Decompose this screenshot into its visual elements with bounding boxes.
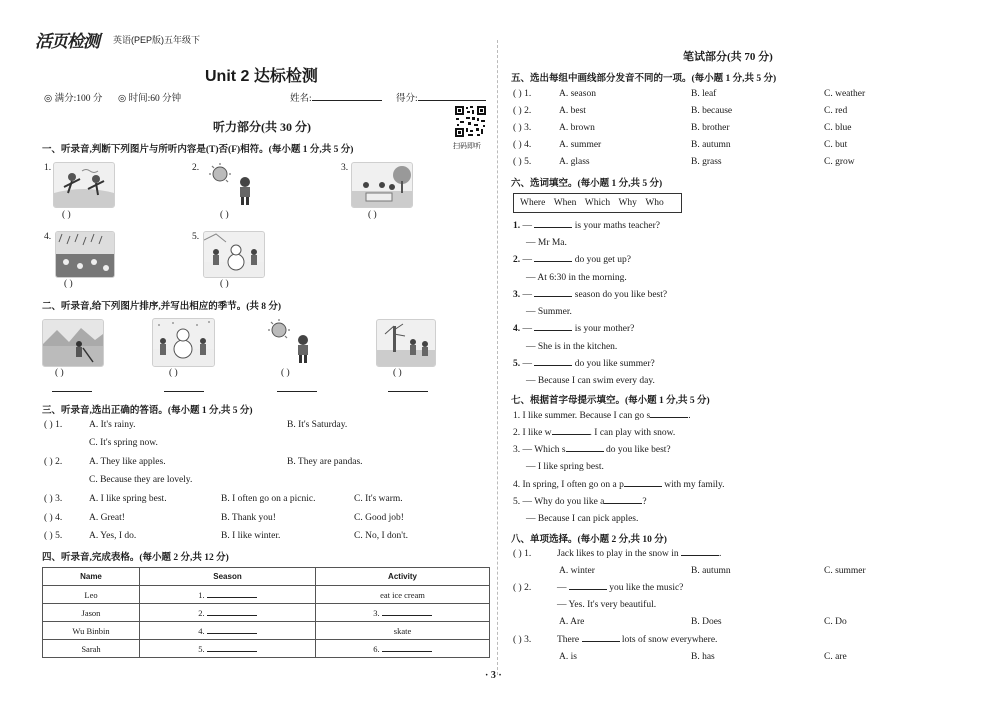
cell-season[interactable] xyxy=(140,586,316,604)
s3-q5-c: C. No, I don't. xyxy=(354,531,408,541)
s6-q1[interactable]: 1. — is your maths teacher? xyxy=(513,221,660,231)
s2-order-3[interactable]: ( ) xyxy=(281,368,290,378)
word-where: Where xyxy=(520,198,546,208)
s7-q3-text: 3. — Which s xyxy=(513,445,566,455)
s3-q2-b: B. They are pandas. xyxy=(287,457,363,467)
s3-q4-c: C. Good job! xyxy=(354,513,404,523)
s5-q1-paren[interactable]: ( ) 1. xyxy=(513,89,532,99)
full-marks: ◎ 满分:100 分 xyxy=(44,94,103,104)
s7-q1[interactable] xyxy=(513,411,691,421)
s2-order-1[interactable]: ( ) xyxy=(55,368,64,378)
s8-q1-a: A. winter xyxy=(559,566,595,576)
s1-item-1-num: 1. xyxy=(44,163,52,173)
s6-q2-answer: — At 6:30 in the morning. xyxy=(526,273,627,283)
table-row xyxy=(43,586,490,604)
cell-activity: skate xyxy=(316,622,490,640)
s6-q5-num: 5. xyxy=(513,359,521,369)
col-season: Season xyxy=(140,568,316,586)
s2-season-line-3[interactable] xyxy=(277,390,317,392)
s6-q5[interactable]: 5. — do you like summer? xyxy=(513,359,655,369)
header-subtitle: 英语(PEP版)五年级下 xyxy=(113,35,201,45)
picture-summer-sun xyxy=(265,318,321,365)
s1-item-1-answer[interactable]: ( ) xyxy=(62,210,71,220)
s8-q2-text: you like the music? xyxy=(606,583,684,593)
s5-q1-b: B. leaf xyxy=(691,89,717,99)
s7-q1-text: 1. I like summer. Because I can go s xyxy=(513,411,651,421)
s3-q5-a: A. Yes, I do. xyxy=(89,531,137,541)
picture-snowman xyxy=(203,231,265,278)
picture-picnic xyxy=(351,162,413,208)
s8-q3-end: lots of snow everywhere. xyxy=(619,635,718,645)
picture-boy-sun xyxy=(205,162,263,206)
s8-q3 xyxy=(557,635,717,645)
cell-activity[interactable] xyxy=(316,604,490,622)
s8-q2-paren[interactable]: ( ) 2. xyxy=(513,583,532,593)
s7-q4-text: 4. In spring, I often go on a p xyxy=(513,480,624,490)
written-title: 笔试部分(共 70 分) xyxy=(683,51,773,63)
s7-q5-answer: — Because I can pick apples. xyxy=(526,514,639,524)
score-field[interactable] xyxy=(396,90,486,104)
s1-item-4-answer[interactable]: ( ) xyxy=(64,279,73,289)
section-5-heading: 五、选出每组中画线部分发音不同的一项。(每小题 1 分,共 5 分) xyxy=(511,74,777,84)
s8-q2-a: A. Are xyxy=(559,617,585,627)
s6-q4-answer: — She is in the kitchen. xyxy=(526,342,618,352)
s8-q3-text: There xyxy=(557,635,580,645)
cell-season[interactable] xyxy=(140,640,316,658)
picture-rain-flowers xyxy=(55,231,115,278)
cell-activity[interactable] xyxy=(316,640,490,658)
s5-q1-c: C. weather xyxy=(824,89,866,99)
blank-number: 1. xyxy=(198,589,205,600)
s6-q4-text: is your mother? xyxy=(572,324,635,334)
s6-q3-num: 3. xyxy=(513,290,521,300)
s2-order-4[interactable]: ( ) xyxy=(393,368,402,378)
s8-q1-text: Jack likes to play in the snow in xyxy=(557,549,679,559)
s3-q4-b: B. Thank you! xyxy=(221,513,276,523)
s5-q5-b: B. grass xyxy=(691,157,722,167)
qr-code[interactable] xyxy=(454,105,487,140)
scan-caption: 扫码即听 xyxy=(453,142,481,150)
s3-q1-paren[interactable]: ( ) 1. xyxy=(44,420,63,430)
s6-q1-answer: — Mr Ma. xyxy=(526,238,567,248)
col-name: Name xyxy=(43,568,140,586)
s3-q2-paren[interactable]: ( ) 2. xyxy=(44,457,63,467)
word-when: When xyxy=(553,198,577,208)
s7-q5-text: 5. — Why do you like a xyxy=(513,497,605,507)
s1-item-5-num: 5. xyxy=(192,232,200,242)
brand-logo: 活页检测 xyxy=(35,32,99,51)
s2-season-line-4[interactable] xyxy=(388,390,428,392)
s7-q4-end: with my family. xyxy=(661,480,725,490)
s8-q2 xyxy=(557,583,683,593)
cell-activity: eat ice cream xyxy=(316,586,490,604)
page-divider xyxy=(497,40,498,675)
page-title: Unit 2 达标检测 xyxy=(205,68,318,85)
word-which: Which xyxy=(584,198,611,208)
blank-number: 4. xyxy=(198,625,205,636)
table-row xyxy=(43,604,490,622)
section-4-heading: 四、听录音,完成表格。(每小题 2 分,共 12 分) xyxy=(42,553,229,563)
blank-number: 6. xyxy=(373,643,380,654)
s8-q3-c: C. are xyxy=(824,652,847,662)
s5-q4-paren[interactable]: ( ) 4. xyxy=(513,140,532,150)
s1-item-3-answer[interactable]: ( ) xyxy=(368,210,377,220)
s6-q5-text: do you like summer? xyxy=(572,359,655,369)
word-who: Who xyxy=(645,198,664,208)
s5-q5-c: C. grow xyxy=(824,157,855,167)
word-why: Why xyxy=(618,198,637,208)
picture-autumn-rake xyxy=(42,319,104,367)
s3-q4-a: A. Great! xyxy=(89,513,125,523)
s6-q3-text: season do you like best? xyxy=(572,290,668,300)
s1-item-2-answer[interactable]: ( ) xyxy=(220,210,229,220)
s2-order-2[interactable]: ( ) xyxy=(169,368,178,378)
s5-q2-c: C. red xyxy=(824,106,848,116)
s5-q4-b: B. autumn xyxy=(691,140,731,150)
s7-q5-end: ? xyxy=(642,497,647,507)
s6-q3[interactable]: 3. — season do you like best? xyxy=(513,290,668,300)
section-6-heading: 六、选词填空。(每小题 1 分,共 5 分) xyxy=(511,179,663,189)
score-label: 得分: xyxy=(396,94,418,104)
s6-q4-num: 4. xyxy=(513,324,521,334)
cell-season[interactable] xyxy=(140,604,316,622)
s3-q5-paren[interactable]: ( ) 5. xyxy=(44,531,63,541)
table-row xyxy=(43,640,490,658)
s5-q3-a: A. brown xyxy=(559,123,595,133)
s8-q2-reply: — Yes. It's very beautiful. xyxy=(557,600,657,610)
blank-number: 5. xyxy=(198,643,205,654)
s3-q3-paren[interactable]: ( ) 3. xyxy=(44,494,63,504)
s5-q2-paren[interactable]: ( ) 2. xyxy=(513,106,532,116)
cell-season[interactable] xyxy=(140,622,316,640)
s5-q4-a: A. summer xyxy=(559,140,602,150)
s7-q2-end: . I can play with snow. xyxy=(589,428,676,438)
s7-q3[interactable] xyxy=(513,445,671,455)
picture-winter-snowman xyxy=(152,318,215,367)
picture-kids-windy xyxy=(53,162,115,208)
cell-name: Sarah xyxy=(43,640,140,658)
s7-q2-text: 2. I like w xyxy=(513,428,552,438)
s3-q5-b: B. I like winter. xyxy=(221,531,281,541)
activity-table xyxy=(42,567,490,658)
s3-q3-b: B. I often go on a picnic. xyxy=(221,494,316,504)
s6-q5-answer: — Because I can swim every day. xyxy=(526,376,655,386)
s5-q2-b: B. because xyxy=(691,106,733,116)
name-field[interactable] xyxy=(290,90,382,104)
s8-q3-a: A. is xyxy=(559,652,577,662)
word-bank xyxy=(513,193,682,213)
s1-item-5-answer[interactable]: ( ) xyxy=(220,279,229,289)
s8-q2-c: C. Do xyxy=(824,617,847,627)
s5-q3-c: C. blue xyxy=(824,123,852,133)
s2-season-line-2[interactable] xyxy=(164,390,204,392)
s7-q1-end: . xyxy=(688,411,691,421)
s1-item-3-num: 3. xyxy=(341,163,349,173)
s3-q1-a: A. It's rainy. xyxy=(89,420,136,430)
s8-q1-c: C. summer xyxy=(824,566,866,576)
s6-q2[interactable]: 2. — do you get up? xyxy=(513,255,631,265)
s7-q3-end: do you like best? xyxy=(603,445,671,455)
s8-q1-paren[interactable]: ( ) 1. xyxy=(513,549,532,559)
cell-name: Leo xyxy=(43,586,140,604)
blank-number: 2. xyxy=(198,607,205,618)
s5-q4-c: C. but xyxy=(824,140,848,150)
section-7-heading: 七、根据首字母提示填空。(每小题 1 分,共 5 分) xyxy=(511,396,710,406)
s5-q1-a: A. season xyxy=(559,89,596,99)
page-number: · 3 · xyxy=(485,670,502,681)
cell-name: Wu Binbin xyxy=(43,622,140,640)
listening-title: 听力部分(共 30 分) xyxy=(213,120,311,134)
s7-q5[interactable] xyxy=(513,497,647,507)
section-8-heading: 八、单项选择。(每小题 2 分,共 10 分) xyxy=(511,535,667,545)
s7-q4[interactable] xyxy=(513,480,725,490)
s3-q3-a: A. I like spring best. xyxy=(89,494,167,504)
s2-season-line-1[interactable] xyxy=(52,390,92,392)
s1-item-2-num: 2. xyxy=(192,163,200,173)
s5-q3-b: B. brother xyxy=(691,123,730,133)
s1-item-4-num: 4. xyxy=(44,232,52,242)
s8-q3-b: B. has xyxy=(691,652,715,662)
s5-q2-a: A. best xyxy=(559,106,586,116)
picture-spring-planting xyxy=(376,319,436,367)
s3-q3-c: C. It's warm. xyxy=(354,494,403,504)
s8-q1 xyxy=(557,549,721,559)
s8-q1-end: . xyxy=(719,549,722,559)
s5-q5-a: A. glass xyxy=(559,157,590,167)
s8-q3-paren[interactable]: ( ) 3. xyxy=(513,635,532,645)
s8-q1-b: B. autumn xyxy=(691,566,731,576)
time-limit: ◎ 时间:60 分钟 xyxy=(118,94,182,104)
s3-q1-c: C. It's spring now. xyxy=(89,438,158,448)
section-3-heading: 三、听录音,选出正确的答语。(每小题 1 分,共 5 分) xyxy=(42,406,253,416)
s6-q3-answer: — Summer. xyxy=(526,307,572,317)
s3-q2-c: C. Because they are lovely. xyxy=(89,475,193,485)
s6-q1-num: 1. xyxy=(513,221,521,231)
s6-q2-text: do you get up? xyxy=(572,255,631,265)
table-row xyxy=(43,622,490,640)
s3-q2-a: A. They like apples. xyxy=(89,457,166,467)
name-label: 姓名: xyxy=(290,94,312,104)
s6-q4[interactable]: 4. — is your mother? xyxy=(513,324,635,334)
s5-q5-paren[interactable]: ( ) 5. xyxy=(513,157,532,167)
s5-q3-paren[interactable]: ( ) 3. xyxy=(513,123,532,133)
col-activity: Activity xyxy=(316,568,490,586)
s6-q2-num: 2. xyxy=(513,255,521,265)
s8-q2-b: B. Does xyxy=(691,617,722,627)
s3-q1-b: B. It's Saturday. xyxy=(287,420,348,430)
s3-q4-paren[interactable]: ( ) 4. xyxy=(44,513,63,523)
s6-q1-text: is your maths teacher? xyxy=(572,221,660,231)
blank-number: 3. xyxy=(373,607,380,618)
s7-q3-answer: — I like spring best. xyxy=(526,462,604,472)
section-1-heading: 一、听录音,判断下列图片与所听内容是(T)否(F)相符。(每小题 1 分,共 5 分) xyxy=(42,145,354,155)
section-2-heading: 二、听录音,给下列图片排序,并写出相应的季节。(共 8 分) xyxy=(42,302,282,312)
s8-q2-dash: — xyxy=(557,583,567,593)
s7-q2[interactable] xyxy=(513,428,675,438)
cell-name: Jason xyxy=(43,604,140,622)
